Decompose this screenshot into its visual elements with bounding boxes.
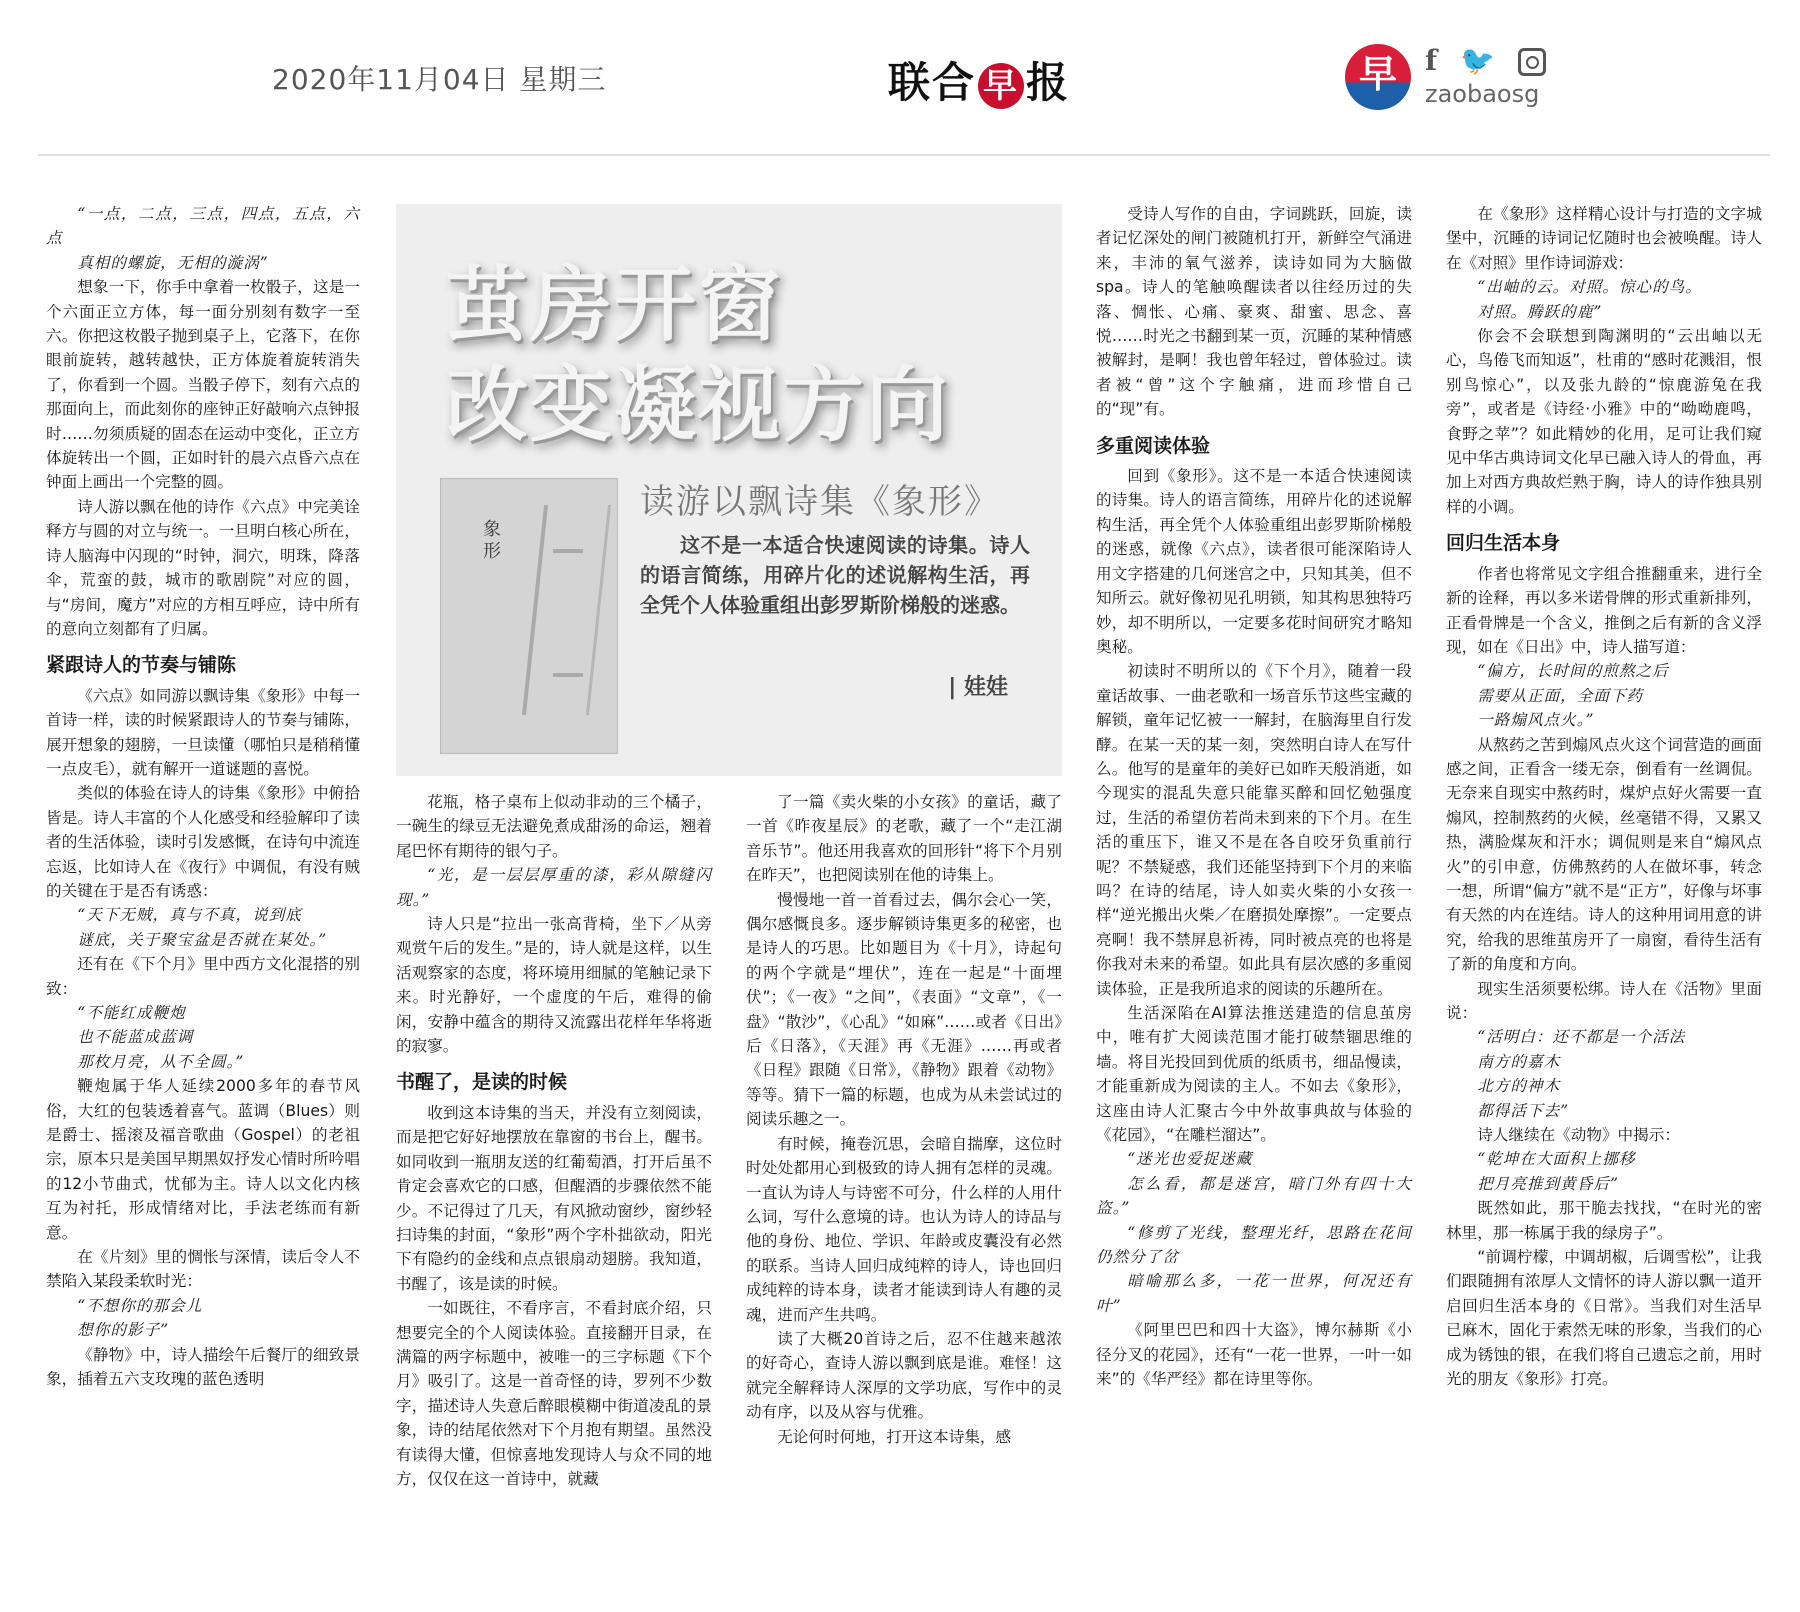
article-subtitle: 读游以飘诗集《象形》 [640,482,1000,522]
section-heading: 紧跟诗人的节奏与铺陈 [46,654,237,677]
paragraph: 诗人游以飘在他的诗作《六点》中完美诠释方与圆的对立与统一。一旦明白核心所在，诗人脑海中闪现的“时钟，洞穴，明珠，降落伞，荒蛮的鼓，城市的歌剧院”对应的圆，与“房间，魔方”对应的方相互呼应，诗中所有的意向立刻都有了归属。 [46,497,360,638]
paragraph: 还有在《下个月》里中西方文化混搭的别致： [46,955,360,998]
social-icons [1425,44,1560,77]
paragraph: 收到这本诗集的当天，并没有立刻阅读，而是把它好好地摆放在靠窗的书台上，醒书。如同收到一瓶朋友送的红葡萄酒，打开后虽不肯定会喜欢它的口感，但醒酒的步骤依然不能少。不记得过了几天，有风掀动窗纱，窗纱轻扫诗集的封面，“象形”两个字朴拙欲动，阳光下有隐约的金线和点点银扇动翅膀。我知道，书醒了，该是读的时候。 [396,1103,712,1293]
paragraph: 了一篇《卖火柴的小女孩》的童话，藏了一首《昨夜星辰》的老歌，藏了一个“走江湖音乐节”。他还用我喜欢的回形针“将下个月别在昨天”，也把阅读别在他的诗集上。 [746,793,1062,885]
paragraph: 受诗人写作的自由，字词跳跃，回旋，读者记忆深处的闸门被随机打开，新鲜空气涌进来，丰沛的氧气滋养，读诗如同为大脑做spa。诗人的笔触唤醒读者以往经历过的失落、惆怅、心痛、豪爽、甜蜜、思念、喜悦……时光之书翻到某一页，沉睡的某种情感被解封，是啊！我也曾年轻过，曾体验过。读者被“曾”这个字触痛，进而珍惜自己的“现”有。 [1096,205,1412,419]
paragraph: 从熬药之苦到煽风点火这个词营造的画面感之间，正看含一缕无奈，倒看有一丝调侃。无奈来自现实中熬药时，煤炉点好火需要一直煽风，控制熬药的火候，丝毫错不得，又累又热，满脸煤灰和汗水；调侃则是来自“煽风点火”的引申意，仿佛熬药的人在做坏事，转念一想，所谓“偏方”就不是“正方”，好像与坏事有天然的内在连结。诗人的这种用词用意的讲究，给我的思维茧房开了一扇窗，看待生活有了新的角度和方向。 [1446,735,1762,974]
paragraph: 类似的体验在诗人的诗集《象形》中俯拾皆是。诗人丰富的个人化感受和经验解印了读者的生活体验，读时引发感慨，在诗句中流连忘返，比如诗人在《夜行》中调侃，有没有贼的关键在于是否有诱惑： [46,784,360,900]
poem-line: “活明白：还不都是一个活法 [1477,1028,1686,1047]
paragraph: 既然如此，那干脆去找找，“在时光的密林里，那一栋属于我的绿房子”。 [1446,1199,1762,1242]
paragraph: 你会不会联想到陶渊明的“云出岫以无心，鸟倦飞而知返”，杜甫的“感时花溅泪，恨别鸟惊心”，以及张九龄的“惊鹿游兔在我旁”，或者是《诗经·小雅》中的“呦呦鹿鸣，食野之苹”？如此精妙的化用，足可让我们窥见中华古典诗词文化早已融入诗人的骨血，再加上对西方典故烂熟于胸，诗人的诗作独具别样的小调。 [1446,327,1762,516]
poem-line: 一路煽风点火。” [1477,711,1595,730]
poem-line: “迷光也爱捉迷藏 [1127,1150,1253,1169]
article-author: | 娃娃 [948,675,1008,700]
poem-line: “一点，二点，三点，四点，五点，六点 [46,205,360,248]
feature-title-box [396,204,1062,776]
article-column-2 [396,790,712,1491]
masthead-text-b: 报 [1026,58,1071,107]
instagram-icon [1518,48,1546,76]
poem-line: 需要从正面，全面下药 [1477,686,1644,705]
poem-line: 真相的螺旋，无相的漩涡” [77,253,269,272]
headline-line-2: 改变凝视方向 [446,358,951,453]
twitter-icon: 🐦 [1459,44,1495,77]
social-handle: zaobaosg [1425,80,1540,108]
article-column-1 [46,202,360,1392]
poem-line: “不想你的那会儿 [77,1296,203,1315]
poem-line: 对照。腾跃的鹿” [1477,302,1603,321]
masthead-seal-icon: 早 [978,63,1024,109]
poem-line: 谜底，关于聚宝盆是否就在某处。” [77,930,328,949]
book-cover-title: 象形 [483,519,501,562]
header-divider [38,154,1770,156]
paragraph: 鞭炮属于华人延续2000多年的春节风俗，大红的包装透着喜气。蓝调（Blues）则是爵士、摇滚及福音歌曲（Gospel）的老祖宗，原本只是美国早期黑奴抒发心情时所吟唱的12小节曲式，忧郁为主。诗人以文化内核互为衬托，形成情绪对比，手法老练而有新意。 [46,1077,360,1242]
paragraph: 慢慢地一首一首看过去，偶尔会心一笑，偶尔感慨良多。逐步解锁诗集更多的秘密，也是诗人的巧思。比如题目为《十月》，诗起句的两个字就是“埋伏”，连在一起是“十面埋伏”；《一夜》“之间”，《表面》“文章”，《一盘》“散沙”，《心乱》“如麻”……或者《日出》后《日落》，《天涯》再《无涯》……再或者《日程》跟随《日常》，《静物》跟着《动物》等等。猜下一篇的标题，也成为从未尝试过的阅读乐趣之一。 [746,890,1062,1129]
article-column-5 [1446,202,1762,1392]
article-summary: 这不是一本适合快速阅读的诗集。诗人的语言简练，用碎片化的述说解构生活，再全凭个人体验重组出彭罗斯阶梯般的迷惑。 [640,533,1030,617]
paragraph: 花瓶，格子桌布上似动非动的三个橘子，一碗生的绿豆无法避免煮成甜汤的命运，翘着尾巴怀有期待的银勺子。 [396,793,712,860]
poem-line: 怎么看，都是迷宫，暗门外有四十大盗。” [1096,1174,1412,1218]
poem-line: 暗喻那么多，一花一世界，何况还有叶” [1096,1272,1412,1315]
poem-line: 把月亮推到黄昏后” [1477,1174,1619,1193]
poem-line: 北方的神木 [1477,1077,1561,1096]
paragraph: 现实生活须要松绑。诗人在《活物》里面说： [1446,979,1762,1022]
paragraph: 初读时不明所以的《下个月》，随着一段童话故事、一曲老歌和一场音乐节这些宝藏的解锁，童年记忆被一一解封，在脑海里自行发酵。在某一天的某一刻，突然明白诗人在写什么。他写的是童年的美好已如昨天般消逝，如今现实的混乱失意只能靠买醉和回忆勉强度过，生活的希望仿若尚未到来的下个月。在生活的重压下，谁又不是在各自咬牙负重前行呢？不禁疑惑，我们还能坚持到下个月的来临吗？在诗的结尾，诗人如卖火柴的小女孩一样“逆光搬出火柴／在磨损处摩擦”。一定要点亮啊！我不禁屏息祈祷，同时被点亮的也将是你我对未来的希望。如此具有层次感的多重阅读体验，正是我所追求的阅读的乐趣所在。 [1096,662,1412,998]
facebook-icon: f [1425,44,1438,77]
masthead-text-a: 联合 [888,58,977,107]
zaobao-logo-icon: 早 [1345,44,1411,110]
poem-line: “乾坤在大面积上挪移 [1477,1150,1636,1169]
poem-line: 也不能蓝成蓝调 [77,1028,194,1047]
article-column-4 [1096,202,1412,1392]
poem-line: 南方的嘉木 [1477,1052,1561,1071]
poem-line: 都得活下去” [1477,1101,1570,1120]
newspaper-header [0,0,1800,150]
book-cover-image [440,478,618,754]
paragraph: 一如既往，不看序言，不看封底介绍，只想要完全的个人阅读体验。直接翻开目录，在满篇的两字标题中，被唯一的三字标题《下个月》吸引了。这是一首奇怪的诗，罗列不少数字，描述诗人失意后醉眼模糊中街道凌乱的景象，诗的结尾依然对下个月抱有期望。虽然没有读得大懂，但惊喜地发现诗人与众不同的地方，仅仅在这一首诗中，就藏 [396,1299,712,1488]
poem-line: “出岫的云。对照。惊心的鸟。 [1477,278,1702,297]
poem-line: 想你的影子” [77,1321,170,1340]
paragraph: 读了大概20首诗之后，忍不住越来越浓的好奇心，查诗人游以飘到底是谁。难怪！这就完全解释诗人深厚的文学功底，写作中的灵动有序，以及从容与优雅。 [746,1329,1062,1422]
paragraph: 诗人只是“拉出一张高背椅，坐下／从旁观赏午后的发生。”是的，诗人就是这样，以生活观察家的态度，将环境用细腻的笔触记录下来。时光静好，一个虚度的午后，难得的偷闲，安静中蕴含的期待又流露出花样年华将逝的寂寥。 [396,915,712,1056]
paragraph: 生活深陷在AI算法推送建造的信息茧房中，唯有扩大阅读范围才能打破禁锢思维的墙。将目光投回到优质的纸质书，细品慢读，才能重新成为阅读的主人。不如去《象形》，这座由诗人汇聚古今中外故事典故与体验的《花园》，“在雕栏溜达”。 [1096,1004,1412,1145]
section-heading: 多重阅读体验 [1096,434,1211,457]
paragraph: 诗人继续在《动物》中揭示： [1477,1126,1680,1145]
paragraph: “前调柠檬，中调胡椒，后调雪松”，让我们跟随拥有浓厚人文情怀的诗人游以飘一道开启回归生活本身的《日常》。当我们对生活早已麻木，固化于索然无味的形象，当我们的心成为锈蚀的银，在我们将自己遗忘之前，用时光的朋友《象形》打亮。 [1446,1248,1762,1389]
paragraph: 想象一下，你手中拿着一枚骰子，这是一个六面正立方体，每一面分别刻有数字一至六。你把这枚骰子抛到桌子上，它落下，在你眼前旋转，越转越快，正方体旋着旋转消失了，你看到一个圆。当骰子停下，刻有六点的那面向上，而此刻你的座钟正好敲响六点钟报时……勿须质疑的固态在运动中变化，正立方体旋转出一个圆，正如时针的晨六点昏六点在钟面上画出一个完整的圆。 [46,278,360,492]
poem-line: “天下无贼，真与不真，说到底 [77,906,302,925]
paragraph: 《六点》如同游以飘诗集《象形》中每一首诗一样，读的时候紧跟诗人的节奏与铺陈，展开想象的翅膀，一旦读懂（哪怕只是稍稍懂一点皮毛），就有解开一道谜题的喜悦。 [46,686,360,778]
paragraph: 在《片刻》里的惆怅与深情，读后令人不禁陷入某段柔软时光： [46,1248,360,1291]
poem-line: 那枚月亮，从不全圆。” [77,1052,245,1071]
paragraph: 有时候，掩卷沉思，会暗自揣摩，这位时时处处都用心到极致的诗人拥有怎样的灵魂。一直认为诗人与诗密不可分，什么样的人用什么词，写什么意境的诗。也认为诗人的诗品与他的身份、地位、学识、年龄或皮囊没有必然的联系。当诗人回归成纯粹的诗人，诗也回归成纯粹的诗本身，读者才能读到诗人有趣的灵魂，进而产生共鸣。 [746,1134,1062,1324]
paragraph: 无论何时何地，打开这本诗集，感 [777,1427,1012,1446]
poem-line: “光，是一层层厚重的漆，彩从隙缝闪现。” [396,866,712,909]
paragraph: 回到《象形》。这不是一本适合快速阅读的诗集。诗人的语言简练，用碎片化的述说解构生活，再全凭个人体验重组出彭罗斯阶梯般的迷惑，就像《六点》，读者很可能深陷诗人用文字搭建的几何迷宫之中，只知其美，但不知所云。就好像初见孔明锁，知其构思独特巧妙，却不明所以，一定要多花时间研究才略知奥秘。 [1096,467,1412,656]
poem-line: “不能红成鞭炮 [77,1004,186,1022]
paragraph: 《阿里巴巴和四十大盗》，博尔赫斯《小径分叉的花园》，还有“一花一世界，一叶一如来”的《华严经》都在诗里等你。 [1096,1321,1412,1389]
paragraph: 《静物》中，诗人描绘午后餐厅的细致景象，插着五六支玫瑰的蓝色透明 [46,1345,360,1389]
issue-date: 2020年11月04日 星期三 [272,63,607,96]
book-cover-calligraphy-icon [553,549,583,677]
paragraph: 作者也将常见文字组合推翻重来，进行全新的诠释，再以多米诺骨牌的形式重新排列，正看骨牌是一个含义，推倒之后有新的含义浮现，如在《日出》中，诗人描写道： [1446,564,1762,656]
headline-line-1: 茧房开窗 [446,258,783,353]
section-heading: 回归生活本身 [1446,532,1561,555]
section-heading: 书醒了，是读的时候 [396,1071,568,1094]
masthead-logo [888,50,1070,110]
poem-line: “偏方，长时间的煎熬之后 [1477,662,1669,681]
article-column-3 [746,790,1062,1449]
poem-line: “修剪了光线，整理光纤，思路在花间仍然分了岔 [1096,1223,1412,1267]
paragraph: 在《象形》这样精心设计与打造的文字城堡中，沉睡的诗词记忆随时也会被唤醒。诗人在《对照》里作诗词游戏： [1446,205,1762,272]
